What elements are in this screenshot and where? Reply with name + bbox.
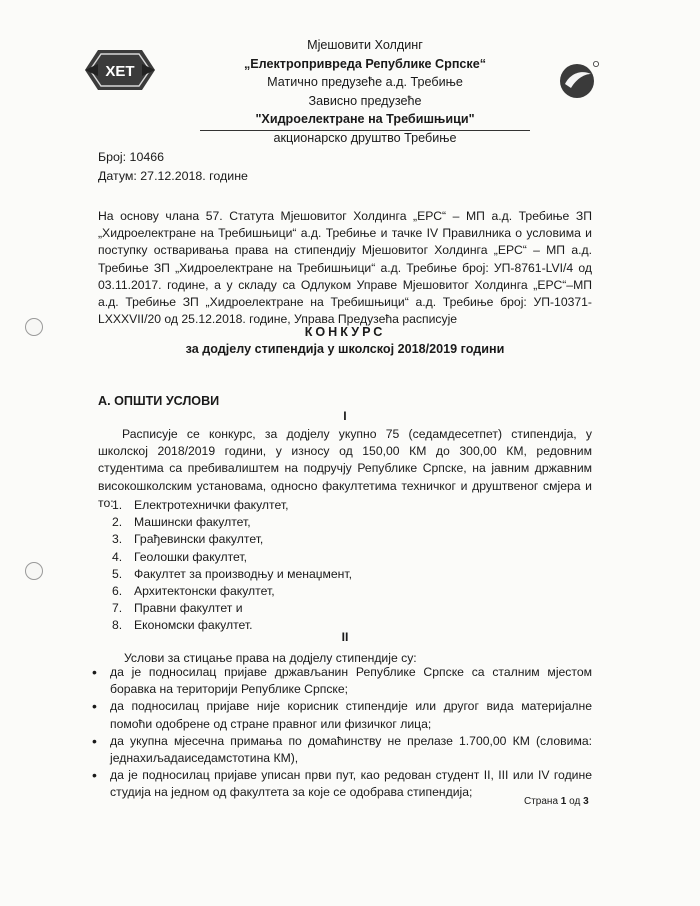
title-sub: за додјелу стипендија у школској 2018/2019 години [185, 342, 505, 356]
intro-paragraph: На основу члана 57. Статута Мјешовитог Холдинга „ЕРС“ – МП а.д. Требиње ЗП „Хидроелектране на Требишњици“ а.д. Требиње и тачке IV Правилника о условима и поступку остваривања права на стипендију Мјешовитог Холдинга „ЕРС“ – МП а.д. Требиње ЗП „Хидроелектране на Требишњици“ а.д. Требиње број: УП-8761-LVI/4 од 03.11.2017. године, а у складу са Одлуком Управе Мјешовитог Холдинга „ЕРС“–МП а.д. Требиње ЗП „Хидроелектране на Требишњици“ а.д. Требиње број: УП-10371-LXXXVII/20 од 25.12.2018. године, Управа Предузећа расписује [98, 209, 592, 327]
faculty-name: Геолошки факултет, [134, 549, 248, 564]
footer-prefix: Страна [524, 796, 559, 807]
header-line: Мјешовити Холдинг [307, 38, 423, 52]
condition-item: • да је подносилац пријаве уписан први пут, као редован студент II, III или IV године студија на једном од факултета за које се одобрава стипендија; [90, 767, 592, 801]
faculty-number: 5. [112, 566, 123, 581]
conditions-lead: Услови за стицање права на додјелу стипендије су: [124, 651, 417, 665]
header-line: акционарско друштво Требиње [273, 130, 457, 145]
faculty-name: Економски факултет. [134, 618, 253, 633]
roman-heading: II [341, 630, 349, 644]
logo-text: ХЕТ [105, 63, 135, 80]
page-footer [524, 796, 589, 807]
faculty-list [112, 497, 352, 635]
general-paragraph: Расписује се конкурс, за додјелу укупно 75 (седамдесетпет) стипендија, у школској 2018/2019 години, у износу од 150,00 КМ до 300,00 КМ, редовним студентима са пребивалиштем на подручју Републике Српске, на јавним државним високошколским установама, односно факултетима техничког и друштвеног смјера и то: [98, 427, 592, 510]
title-main: КОНКУРС [304, 325, 386, 339]
het-logo [84, 48, 156, 92]
faculty-item [112, 531, 352, 548]
footer-total: 3 [583, 796, 589, 807]
faculty-item [112, 566, 352, 583]
document-meta [98, 148, 248, 186]
faculty-name: Машински факултет, [134, 515, 251, 530]
faculty-number: 4. [112, 549, 123, 564]
header-line: „Електропривреда Републике Српске“ [243, 56, 487, 71]
faculty-item [112, 497, 352, 514]
faculty-number: 7. [112, 601, 123, 616]
ers-logo [557, 58, 601, 102]
header-line: Матично предузеће а.д. Требиње [267, 75, 463, 89]
faculty-number: 8. [112, 618, 123, 633]
footer-sep: од [569, 796, 581, 807]
conditions-list [90, 664, 592, 802]
faculty-name: Факултет за производњу и менаџмент, [134, 566, 352, 581]
footer-page: 1 [560, 796, 567, 807]
faculty-number: 1. [112, 498, 123, 512]
faculty-number: 6. [112, 584, 123, 599]
faculty-item [112, 549, 352, 566]
document-number: Број: 10466 [98, 150, 165, 164]
punch-hole [25, 562, 43, 580]
faculty-item [112, 583, 352, 600]
condition-item: • да подносилац пријаве није корисник стипендије или другог вида материјалне помоћи одобрене од стране правног или физичког лица; [90, 698, 592, 732]
document-date: Датум: 27.12.2018. године [98, 169, 248, 183]
section-heading: А. ОПШТИ УСЛОВИ [98, 394, 220, 408]
header-line: Зависно предузеће [308, 93, 422, 108]
faculty-item [112, 600, 352, 617]
faculty-name: Електротехнички факултет, [134, 498, 289, 512]
punch-hole [25, 318, 43, 336]
faculty-name: Правни факултет и [134, 601, 243, 616]
faculty-number: 2. [112, 515, 123, 530]
header-divider [200, 130, 530, 131]
roman-heading: I [343, 409, 347, 423]
faculty-number: 3. [112, 532, 123, 547]
faculty-name: Грађевински факултет, [134, 532, 264, 547]
condition-item: • да укупна мјесечна примања по домаћинству не прелазе 1.700,00 КМ (словима: једнахиљадаиседамстотина КМ), [90, 733, 592, 767]
document-title [98, 324, 592, 358]
header-line: "Хидроелектране на Требишњици" [255, 112, 475, 126]
faculty-name: Архитектонски факултет, [134, 584, 275, 599]
faculty-item [112, 514, 352, 531]
condition-item: • да је подносилац пријаве држављанин Републике Српске са сталним мјестом боравка на територији Републике Српске; [90, 664, 592, 698]
